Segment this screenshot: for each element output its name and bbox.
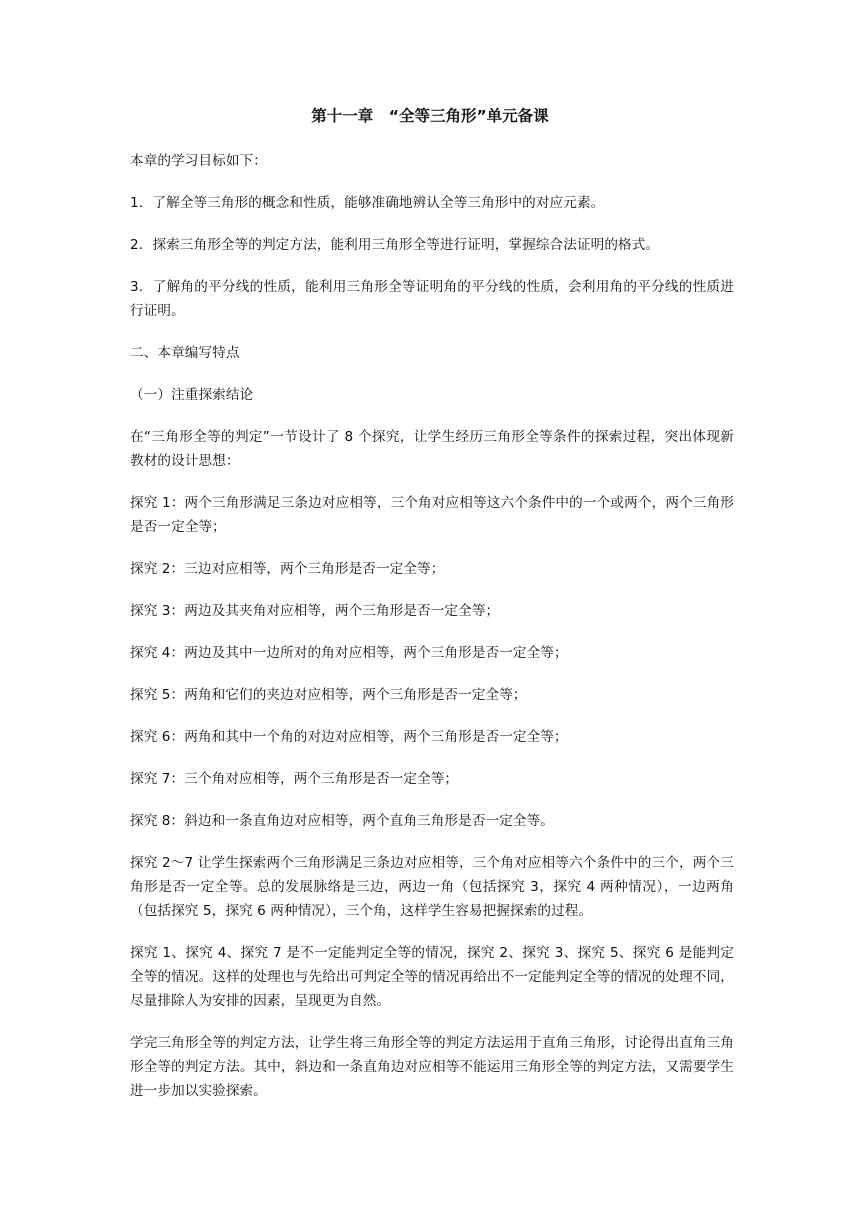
paragraph-intro: 本章的学习目标如下： bbox=[130, 153, 267, 169]
paragraph-explore-5: 探究 5：两角和它们的夹边对应相等，两个三角形是否一定全等； bbox=[130, 687, 527, 703]
paragraph-goal-2: 2．探索三角形全等的判定方法，能利用三角形全等进行证明，掌握综合法证明的格式。 bbox=[130, 237, 660, 253]
document-title: 第十一章 “全等三角形”单元备课 bbox=[311, 107, 549, 125]
paragraph-explore-7: 探究 7：三个角对应相等，两个三角形是否一定全等； bbox=[130, 771, 459, 787]
paragraph-explore-1: 探究 1：两个三角形满足三条边对应相等，三个角对应相等这六个条件中的一个或两个，两个三角形是否一定全等； bbox=[130, 495, 734, 535]
subsection-heading-explore: （一）注重探索结论 bbox=[130, 387, 254, 403]
paragraph-explore-4: 探究 4：两边及其中一边所对的角对应相等，两个三角形是否一定全等； bbox=[130, 645, 568, 661]
paragraph-goal-1: 1．了解全等三角形的概念和性质，能够准确地辨认全等三角形中的对应元素。 bbox=[130, 195, 605, 211]
paragraph-goal-3: 3．了解角的平分线的性质，能利用三角形全等证明角的平分线的性质，会利用角的平分线的性质进行证明。 bbox=[130, 279, 734, 319]
paragraph-explore-2: 探究 2：三边对应相等，两个三角形是否一定全等； bbox=[130, 561, 445, 577]
paragraph-explore-3: 探究 3：两边及其夹角对应相等，两个三角形是否一定全等； bbox=[130, 603, 500, 619]
paragraph-explore-2-7: 探究 2～7 让学生探索两个三角形满足三条边对应相等，三个角对应相等六个条件中的三个，两个三角形是否一定全等。总的发展脉络是三边，两边一角（包括探究 3，探究 4 两种情况），一边两角（包括探究 5，探究 6 两种情况），三个角，这样学生容易把握探索的过程。 bbox=[130, 855, 734, 919]
paragraph-explore-8: 探究 8：斜边和一条直角边对应相等，两个直角三角形是否一定全等。 bbox=[130, 813, 554, 829]
paragraph-explore-summary: 探究 1、探究 4、探究 7 是不一定能判定全等的情况，探究 2、探究 3、探究 5、探究 6 是能判定全等的情况。这样的处理也与先给出可判定全等的情况再给出不一定能判定全等的情况的处理不同，尽量排除人为安排的因素，呈现更为自然。 bbox=[130, 945, 734, 1009]
paragraph-explore-6: 探究 6：两角和其中一个角的对边对应相等，两个三角形是否一定全等； bbox=[130, 729, 568, 745]
paragraph-right-triangle: 学完三角形全等的判定方法，让学生将三角形全等的判定方法运用于直角三角形，讨论得出直角三角形全等的判定方法。其中，斜边和一条直角边对应相等不能运用三角形全等的判定方法，又需要学生进一步加以实验探索。 bbox=[130, 1035, 734, 1099]
section-heading-features: 二、本章编写特点 bbox=[130, 345, 240, 361]
paragraph-explore-intro: 在“三角形全等的判定”一节设计了 8 个探究，让学生经历三角形全等条件的探索过程，突出体现新教材的设计思想： bbox=[130, 429, 734, 469]
